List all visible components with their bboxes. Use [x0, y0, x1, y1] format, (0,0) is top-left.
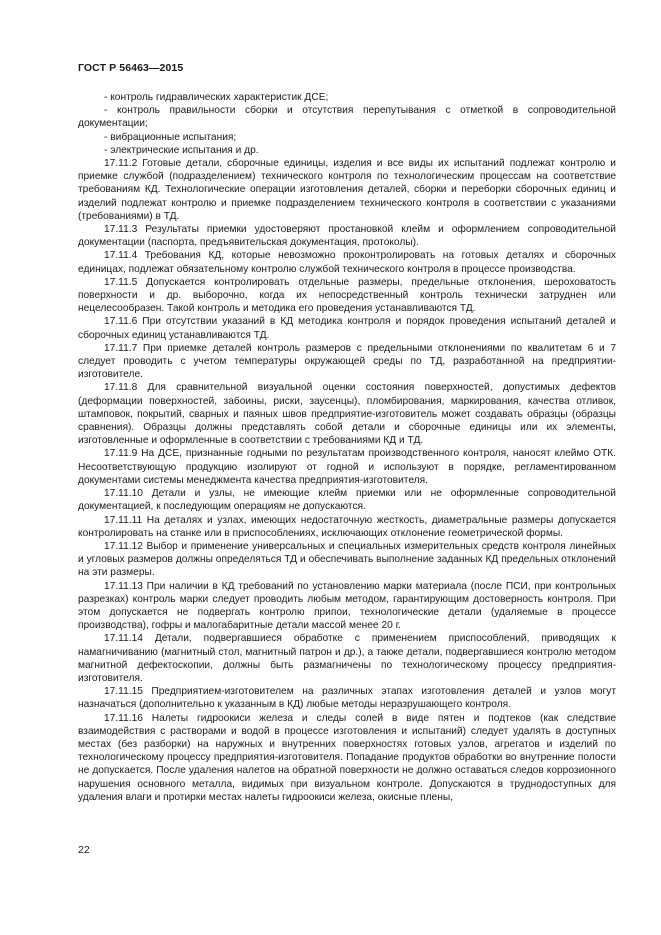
- paragraph: 17.11.13 При наличии в КД требований по установлению марки материала (после ПСИ, при контрольных разрезках) контроль марки следует проводить любым методом, гарантирующим достоверность контроля. При этом допускается не подвергать контролю припои, технологические детали (удаляемые в процессе производства), гофры и малогабаритные детали массой менее 20 г.: [78, 580, 616, 632]
- paragraph: 17.11.7 При приемке деталей контроль размеров с предельными отклонениями по квалитетам 6 и 7 следует проводить с учетом температуры окружающей среды по ТД, разработанной на предприятии-изготовителе.: [78, 342, 616, 381]
- paragraph: 17.11.2 Готовые детали, сборочные единицы, изделия и все виды их испытаний подлежат контролю и приемке службой (подразделением) технического контроля по технологическим процессам на соответствие требованиям КД. Технологические операции изготовления деталей, сборки и переборки сборочных единиц и изделий подлежат контролю и приемке подразделением технического контроля в соответствии с указаниями (требованиями) в ТД.: [78, 158, 616, 222]
- paragraph: 17.11.10 Детали и узлы, не имеющие клейм приемки или не оформленные сопроводительной документацией, к последующим операциям не допускаются.: [78, 488, 616, 513]
- page-number: 22: [78, 844, 90, 856]
- paragraph: 17.11.11 На деталях и узлах, имеющих недостаточную жесткость, диаметральные размеры допускается контролировать на станке или в приспособлениях, исключающих отклонение геометрической формы.: [78, 514, 616, 539]
- paragraph: 17.11.14 Детали, подвергавшиеся обработке с применением приспособлений, приводящих к намагничиванию (магнитный стол, магнитный патрон и др.), а также детали, подвергавшиеся контролю методом магнитной дефектоскопии, должны быть размагничены по технологическому процессу предприятия-изготовителя.: [78, 633, 616, 684]
- paragraph: - электрические испытания и др.: [104, 144, 259, 156]
- paragraph: 17.11.15 Предприятием-изготовителем на различных этапах изготовления деталей и узлов могут назначаться (дополнительно к указанным в КД) любые методы неразрушающего контроля.: [78, 686, 616, 711]
- paragraph: - контроль гидравлических характеристик ДСЕ;: [104, 92, 329, 103]
- paragraph: 17.11.4 Требования КД, которые невозможно проконтролировать на готовых деталях и сборочных единицах, подлежат обязательному контролю службой технического контроля в процессе производства.: [78, 250, 616, 275]
- paragraph: - вибрационные испытания;: [104, 131, 237, 143]
- paragraph: 17.11.9 На ДСЕ, признанные годными по результатам производственного контроля, наносят клеймо ОТК. Несоответствующую продукцию изолируют от годной и используют в порядке, регламентированном документами системы менеджмента качества предприятия-изготовителя.: [78, 448, 616, 486]
- paragraph: 17.11.8 Для сравнительной визуальной оценки состояния поверхностей, допустимых дефектов (деформации поверхностей, забоины, риски, заусенцы), пломбирования, маркирования, качества отливок, штамповок, покрытий, сварных и паяных швов предприятие-изготовитель может создавать образцы (образцы сравнения). Образцы должны представлять собой детали и сборочные единицы или их элементы, изготовленные и оформленные в соответствии с требованиями КД и ТД.: [78, 382, 616, 447]
- paragraph: 17.11.6 При отсутствии указаний в КД методика контроля и порядок проведения испытаний деталей и сборочных единиц устанавливаются ТД.: [78, 316, 616, 341]
- document-body: [78, 91, 616, 804]
- paragraph: - контроль правильности сборки и отсутствия перепутывания с отметкой в сопроводительной документации;: [78, 105, 616, 130]
- document-header: ГОСТ Р 56463—2015: [78, 62, 184, 74]
- paragraph: 17.11.16 Налеты гидроокиси железа и следы солей в виде пятен и подтеков (как следствие взаимодействия с растворами и водой в процессе изготовления и испытаний) следует удалять в доступных местах (без разборки) на наружных и внутренних поверхностях готовых узлов, агрегатов и изделий по технологическому процессу предприятия-изготовителя. Попадание продуктов обработки во внутренние полости не допускается. После удаления налетов на обратной поверхности не должно оставаться следов коррозионного нарушения основного металла, видимых при визуальном контроле. Допускаются в труднодоступных для удаления влаги и протирки местах налеты гидроокиси железа, окисные плены,: [78, 712, 616, 803]
- paragraph: 17.11.12 Выбор и применение универсальных и специальных измерительных средств контроля линейных и угловых размеров должны определяться ТД и обеспечивать выполнение заданных КД предельных отклонений на эти размеры.: [78, 540, 616, 579]
- paragraph: 17.11.5 Допускается контролировать отдельные размеры, предельные отклонения, шероховатость поверхности и др. выборочно, когда их непосредственный контроль технически затруднен или нецелесообразен. Такой контроль и методика его проведения устанавливаются ТД.: [78, 276, 616, 315]
- paragraph: 17.11.3 Результаты приемки удостоверяют простановкой клейм и оформлением сопроводительной документации (паспорта, предъявительская документация, протоколы).: [78, 224, 616, 249]
